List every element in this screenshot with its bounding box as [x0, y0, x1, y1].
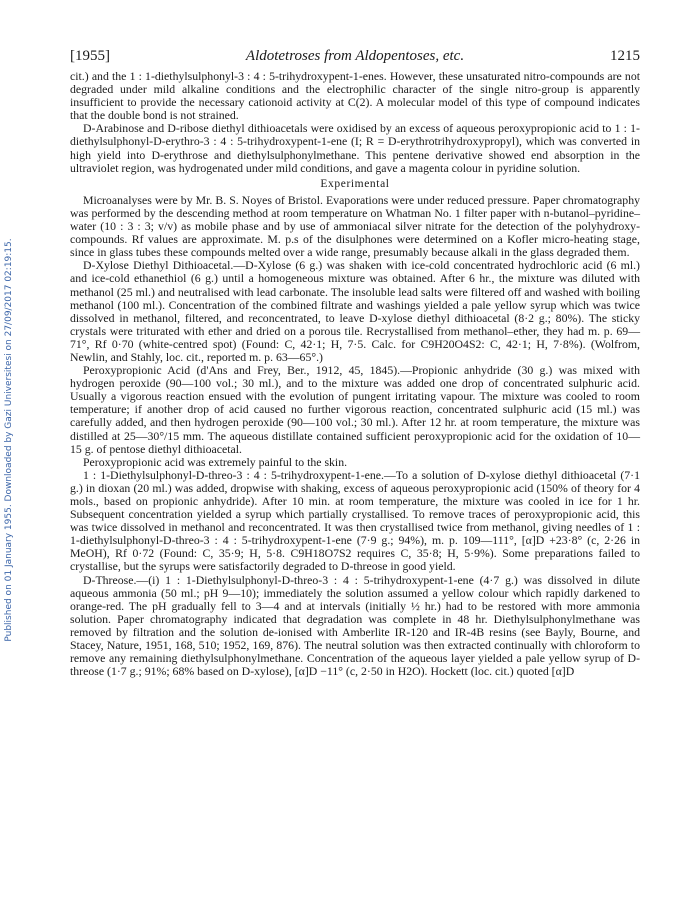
- article-body: [70, 70, 640, 678]
- paragraph: D-Xylose Diethyl Dithioacetal.—D-Xylose (6 g.) was shaken with ice-cold concentrated hydrochloric acid (6 ml.) and ice-cold ethanethiol (6 g.) until a homogeneous mixture was obtained. After 6 hr., the mixture was diluted with methanol (25 ml.) and neutralised with lead carbonate. The insoluble lead salts were filtered off and washed with boiling methanol (100 ml.). Concentration of the combined filtrate and washings yielded a pale yellow syrup which was twice dissolved in methanol, filtered, and reconcentrated, to leave D-xylose diethyl dithioacetal (8·2 g.; 80%). The sticky crystals were triturated with ether and dried on a porous tile. Recrystallised from methanol–ether, they had m. p. 69—71°, Rf 0·70 (white-centred spot) (Found: C, 42·1; H, 7·5. Calc. for C9H20O4S2: C, 42·1; H, 7·8%). (Wolfrom, Newlin, and Stahly, loc. cit., reported m. p. 63—65°.): [70, 258, 640, 364]
- download-note: Published on 01 January 1955. Downloaded by Gazi Universitesi on 27/09/2017 02:19:15.: [4, 238, 14, 642]
- running-header: [70, 48, 640, 66]
- header-year: [1955]: [70, 48, 110, 64]
- paragraph: D-Arabinose and D-ribose diethyl dithioacetals were oxidised by an excess of aqueous peroxypropionic acid to 1 : 1-diethylsulphonyl-D-erythro-3 : 4 : 5-trihydroxypent-1-ene (I; R = D-erythrotrihydroxypropyl), which was converted in high yield into D-erythrose and diethylsulphonylmethane. This pentene derivative showed end absorption in the ultraviolet region, was hydrogenated under mild conditions, and gave a magenta colour in pyridine solution.: [70, 121, 640, 175]
- section-heading: Experimental: [320, 177, 390, 190]
- paragraph: cit.) and the 1 : 1-diethylsulphonyl-3 : 4 : 5-trihydroxypent-1-enes. However, these unsaturated nitro-compounds are not degraded under mild alkaline conditions and the electrophilic character of the single nitro-group is apparently insufficient to provide the necessary cationoid activity at C(2). A molecular model of this type of compound indicates that the double bond is not strained.: [70, 69, 640, 123]
- paragraph: D-Threose.—(i) 1 : 1-Diethylsulphonyl-D-threo-3 : 4 : 5-trihydroxypent-1-ene (4·7 g.) was dissolved in dilute aqueous ammonia (50 ml.; pH 9—10); immediately the solution assumed a yellow colour which rapidly darkened to orange-red. The pH gradually fell to 3—4 and at intervals (initially ½ hr.) had to be restored with more ammonia solution. Paper chromatography indicated that degradation was complete in 48 hr. Diethylsulphonylmethane was removed by filtration and the solution de-ionised with Amberlite IR-120 and IR-4B resins (see Bayly, Bourne, and Stacey, Nature, 1951, 168, 510; 1952, 169, 876). The neutral solution was then extracted continually with chloroform to remove any remaining diethylsulphonylmethane. Concentration of the aqueous layer yielded a pale yellow syrup of D-threose (1·7 g.; 91%; 68% based on D-xylose), [α]D −11° (c, 2·50 in H2O). Hockett (loc. cit.) quoted [α]D: [70, 572, 640, 679]
- download-watermark: [2, 160, 16, 720]
- header-title: Aldotetroses from Aldopentoses, etc.: [245, 48, 465, 64]
- paragraph: Microanalyses were by Mr. B. S. Noyes of Bristol. Evaporations were under reduced pressure. Paper chromatography was performed by the descending method at room temperature on Whatman No. 1 filter paper with n-butanol–pyridine–water (10 : 3 : 3; v/v) as mobile phase and by use of ammoniacal silver nitrate for the detection of the polyhydroxy-compounds. Rf values are approximate. M. p.s of the disulphones were determined on a Kofler micro-heating stage, since in glass tubes these compounds melted over a wide range, presumably because alkali in the glass degraded them.: [70, 192, 640, 260]
- header-page-number: 1215: [610, 48, 640, 64]
- paragraph: Peroxypropionic Acid (d'Ans and Frey, Ber., 1912, 45, 1845).—Propionic anhydride (30 g.) was mixed with hydrogen peroxide (90—100 vol.; 30 ml.), and to the mixture was added one drop of concentrated sulphuric acid. Usually a vigorous reaction ensued with the evolution of pungent irritating vapour. The mixture was cooled to room temperature; if another drop of acid caused no further vigorous reaction, concentrated sulphuric acid (15 ml.) was carefully added, and then hydrogen peroxide (90—100 vol.; 30 ml.). After 12 hr. at room temperature, the mixture was distilled at 25—30°/15 mm. The aqueous distillate contained sufficient peroxypropionic acid for the oxidation of 10—15 g. of pentose diethyl dithioacetal.: [70, 363, 640, 456]
- paragraph: 1 : 1-Diethylsulphonyl-D-threo-3 : 4 : 5-trihydroxypent-1-ene.—To a solution of D-xylose diethyl dithioacetal (7·1 g.) in dioxan (20 ml.) was added, dropwise with shaking, excess of aqueous peroxypropionic acid (150% of theory for 4 mols., based on propionic anhydride). After 10 min. at room temperature, the mixture was cooled in ice for 1 hr. Subsequent concentration yielded a syrup which partially crystallised. To remove traces of peroxypropionic acid, this was twice dissolved in methanol and reconcentrated. It was then crystallised twice from methanol, giving needles of 1 : 1-diethylsulphonyl-D-threo-3 : 4 : 5-trihydroxypent-1-ene (7·9 g.; 94%), m. p. 109—111°, [α]D +23·8° (c, 2·26 in MeOH), Rf 0·72 (Found: C, 35·9; H, 5·8. C9H18O7S2 requires C, 35·8; H, 5·9%). Some preparations failed to crystallise, but the syrups were satisfactorily degraded to D-threose in good yield.: [70, 467, 640, 574]
- paragraph: Peroxypropionic acid was extremely painful to the skin.: [83, 454, 348, 469]
